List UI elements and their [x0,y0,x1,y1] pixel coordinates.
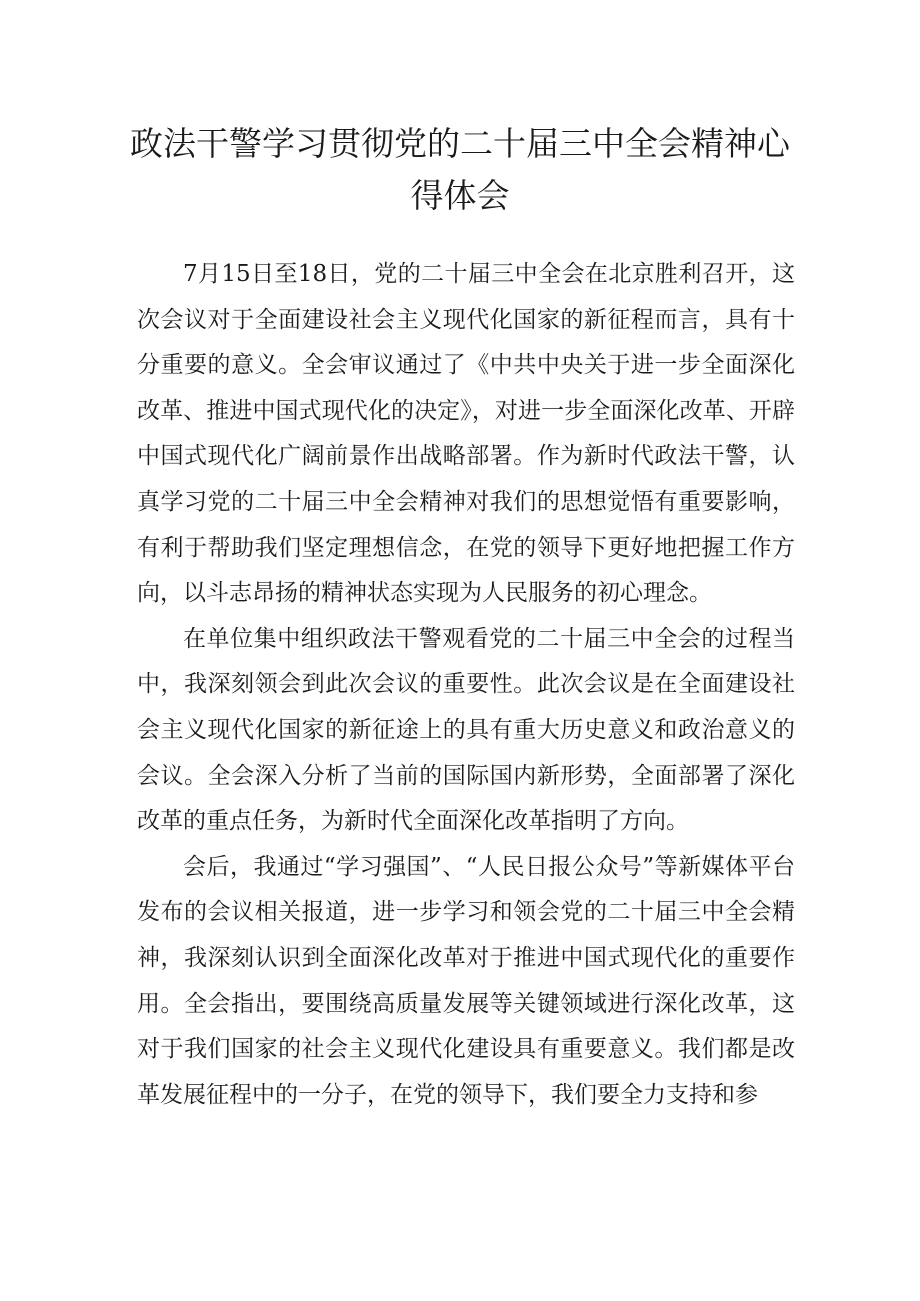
paragraph-1: 7月15日至18日，党的二十届三中全会在北京胜利召开，这次会议对于全面建设社会主义现代化国家的新征程而言，具有十分重要的意义。全会审议通过了《中共中央关于进一步全面深化改革、推进中国式现代化的决定》，对进一步全面深化改革、开辟中国式现代化广阔前景作出战略部署。作为新时代政法干警，认真学习党的二十届三中全会精神对我们的思想觉悟有重要影响，有利于帮助我们坚定理想信念，在党的领导下更好地把握工作方向，以斗志昂扬的精神状态实现为人民服务的初心理念。 [137,261,795,607]
document-body [137,252,795,1118]
paragraph-2: 在单位集中组织政法干警观看党的二十届三中全会的过程当中，我深刻领会到此次会议的重要性。此次会议是在全面建设社会主义现代化国家的新征途上的具有重大历史意义和政治意义的会议。全会深入分析了当前的国际国内新形势，全面部署了深化改革的重点任务，为新时代全面深化改革指明了方向。 [137,625,795,835]
paragraph-3: 会后，我通过“学习强国”、“人民日报公众号”等新媒体平台发布的会议相关报道，进一步学习和领会党的二十届三中全会精神，我深刻认识到全面深化改革对于推进中国式现代化的重要作用。全会指出，要围绕高质量发展等关键领域进行深化改革，这对于我们国家的社会主义现代化建设具有重要意义。我们都是改革发展征程中的一分子，在党的领导下，我们要全力支持和参 [137,853,795,1108]
document-title: 政法干警学习贯彻党的二十届三中全会精神心得体会 [130,124,790,215]
